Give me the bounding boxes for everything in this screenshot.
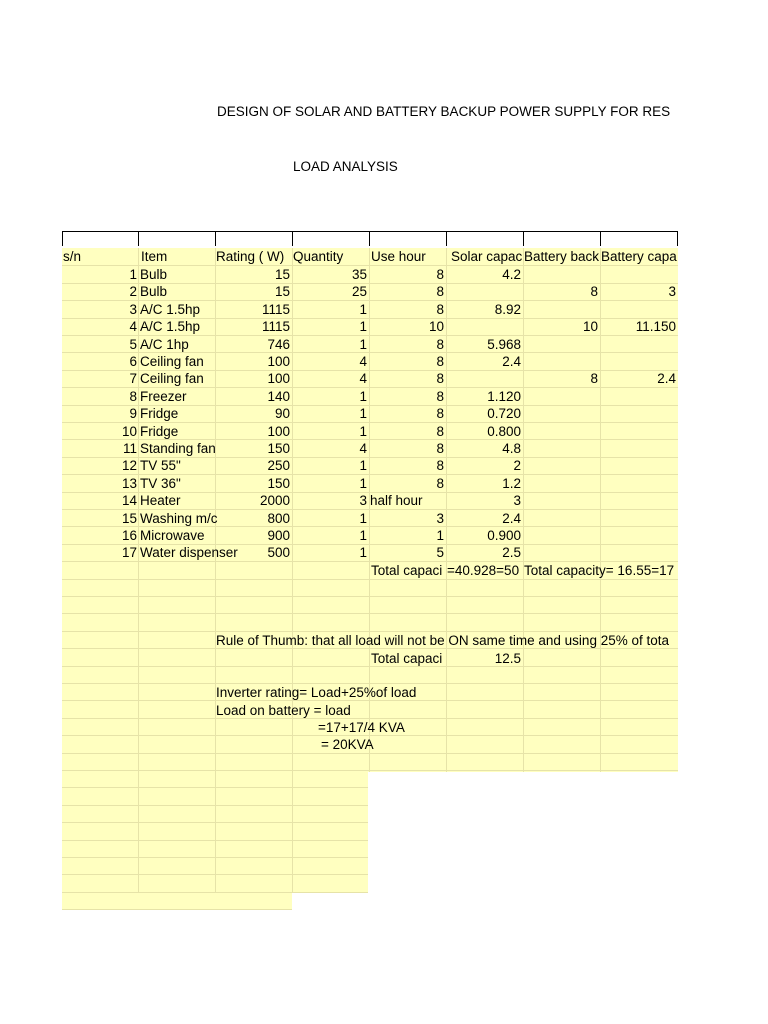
cell-solar-capacity: 2 <box>513 458 521 473</box>
row-gridline <box>62 909 292 910</box>
cell-use-hour: 8 <box>436 267 444 282</box>
header-column-tick <box>62 231 63 246</box>
cell-battery-backup <box>523 544 600 561</box>
cell-use-hour: 8 <box>436 337 444 352</box>
cell-item: Washing m/c <box>140 511 218 526</box>
cell-sn: 14 <box>121 493 137 508</box>
cell-sn: 4 <box>129 319 137 334</box>
cell-battery-capacity <box>600 475 678 492</box>
cell-rating: 2000 <box>259 493 290 508</box>
cell-use-hour: 8 <box>436 476 444 491</box>
cell-battery-capacity <box>600 336 678 353</box>
row-gridline <box>62 874 368 875</box>
cell-sn: 16 <box>121 528 137 543</box>
cell-battery-backup <box>523 388 600 405</box>
cell-use-hour: 8 <box>436 354 444 369</box>
cell-item: Fridge <box>140 406 179 421</box>
cell-battery-capacity <box>600 527 678 544</box>
cell-item: Ceiling fan <box>140 371 204 386</box>
cell-item: A/C 1.5hp <box>140 319 201 334</box>
cell-use-hour: 8 <box>436 302 444 317</box>
cell-rating: 100 <box>267 424 290 439</box>
row-gridline <box>62 613 678 614</box>
cell-item: Fridge <box>140 424 179 439</box>
row-gridline <box>62 822 368 823</box>
cell-sn: 17 <box>121 545 137 560</box>
cell-battery-capacity <box>600 353 678 370</box>
cell-battery-capacity <box>600 388 678 405</box>
cell-item: Bulb <box>140 267 168 282</box>
bottom-fill-area <box>62 893 292 910</box>
header-item: Item <box>141 249 168 264</box>
total-battery-capacity: Total capacity= 16.55=17 <box>524 563 675 578</box>
cell-rating: 150 <box>267 476 290 491</box>
cell-use-hour: 8 <box>436 406 444 421</box>
cell-item: Standing fan <box>140 441 216 456</box>
cell-quantity: 1 <box>359 319 367 334</box>
cell-sn: 1 <box>129 267 137 282</box>
cell-solar-capacity: 0.720 <box>487 406 521 421</box>
cell-quantity: 1 <box>359 389 367 404</box>
cell-use-hour: 8 <box>436 389 444 404</box>
cell-rating: 250 <box>267 458 290 473</box>
cell-battery-backup <box>523 301 600 318</box>
cell-battery-capacity: 2.4 <box>657 371 676 386</box>
cell-battery-backup <box>523 527 600 544</box>
header-rating: Rating ( W) <box>216 249 285 264</box>
header-battery-capacity: Battery capa <box>601 249 677 264</box>
cell-quantity: 25 <box>351 284 367 299</box>
cell-battery-backup <box>523 405 600 422</box>
cell-solar-capacity: 0.900 <box>487 528 521 543</box>
cell-rating: 90 <box>274 406 290 421</box>
cell-item: A/C 1.5hp <box>140 302 201 317</box>
cell-rating: 150 <box>267 441 290 456</box>
row-gridline <box>62 805 368 806</box>
cell-battery-capacity <box>600 440 678 457</box>
cell-rating: 746 <box>267 337 290 352</box>
cell-battery-backup <box>523 492 600 509</box>
header-top-border <box>62 231 678 232</box>
cell-quantity: 1 <box>359 528 367 543</box>
section-subtitle: LOAD ANALYSIS <box>293 159 398 174</box>
row-gridline <box>62 787 368 788</box>
cell-battery-backup: 8 <box>590 371 598 386</box>
row-gridline <box>62 596 678 597</box>
cell-battery-capacity <box>600 266 678 283</box>
cell-battery-backup <box>523 510 600 527</box>
header-solar-capacity: Solar capac <box>451 249 523 264</box>
cell-battery-backup <box>523 457 600 474</box>
cell-quantity: 4 <box>359 354 367 369</box>
cell-rating: 140 <box>267 389 290 404</box>
cell-battery-capacity <box>600 423 678 440</box>
cell-item: TV 55" <box>140 458 181 473</box>
cell-rating: 15 <box>274 267 290 282</box>
cell-use-hour: 3 <box>436 511 444 526</box>
cell-battery-capacity <box>600 301 678 318</box>
header-column-tick <box>446 231 447 246</box>
cell-item: Microwave <box>140 528 205 543</box>
cell-use-hour: 8 <box>436 284 444 299</box>
cell-battery-capacity <box>600 492 678 509</box>
cell-battery-backup <box>523 440 600 457</box>
cell-quantity: 1 <box>359 476 367 491</box>
cell-use-hour: 10 <box>428 319 444 334</box>
cell-quantity: 1 <box>359 511 367 526</box>
header-column-tick <box>677 231 678 246</box>
cell-rating: 1115 <box>261 302 290 317</box>
header-column-tick <box>292 231 293 246</box>
cell-quantity: 35 <box>351 267 367 282</box>
cell-quantity: 4 <box>359 371 367 386</box>
cell-battery-backup: 8 <box>590 284 598 299</box>
cell-sn: 10 <box>121 424 137 439</box>
load-on-battery-note: Load on battery = load <box>216 703 351 718</box>
header-sn: s/n <box>63 249 82 264</box>
cell-battery-capacity <box>600 544 678 561</box>
cell-sn: 9 <box>129 406 137 421</box>
cell-quantity: 1 <box>359 458 367 473</box>
cell-use-hour: 5 <box>436 545 444 560</box>
row-gridline <box>62 770 678 771</box>
cell-rating: 900 <box>267 528 290 543</box>
cell-battery-backup <box>523 353 600 370</box>
cell-battery-backup <box>523 266 600 283</box>
cell-battery-capacity <box>600 405 678 422</box>
cell-use-hour: 8 <box>436 371 444 386</box>
row-gridline <box>62 753 678 754</box>
cell-item: Water dispenser <box>140 545 238 560</box>
cell-solar-capacity: 3 <box>513 493 521 508</box>
cell-use-hour: half hour <box>370 493 423 508</box>
cell-rating: 100 <box>267 354 290 369</box>
cell-battery-capacity <box>600 457 678 474</box>
cell-solar-capacity <box>446 283 523 300</box>
total-capacity-adjusted-label: Total capaci <box>371 651 443 666</box>
cell-battery-backup <box>523 475 600 492</box>
cell-solar-capacity: 2.4 <box>502 511 521 526</box>
cell-rating: 500 <box>267 545 290 560</box>
cell-use-hour: 8 <box>436 424 444 439</box>
cell-use-hour: 8 <box>436 458 444 473</box>
cell-quantity: 1 <box>359 302 367 317</box>
document-title: DESIGN OF SOLAR AND BATTERY BACKUP POWER SUPPLY FOR RES <box>217 104 671 119</box>
cell-rating: 15 <box>274 284 290 299</box>
cell-quantity: 1 <box>359 545 367 560</box>
cell-sn: 2 <box>129 284 137 299</box>
header-column-tick <box>523 231 524 246</box>
header-use-hour: Use hour <box>371 249 426 264</box>
cell-solar-capacity: 4.2 <box>502 267 521 282</box>
cell-item: Ceiling fan <box>140 354 204 369</box>
cell-use-hour: 8 <box>436 441 444 456</box>
row-gridline <box>62 857 368 858</box>
cell-sn: 12 <box>121 458 137 473</box>
cell-solar-capacity: 5.968 <box>487 337 521 352</box>
header-column-tick <box>215 231 216 246</box>
cell-solar-capacity <box>446 318 523 335</box>
inverter-rating-note: Inverter rating= Load+25%of load <box>216 685 417 700</box>
cell-solar-capacity <box>446 370 523 387</box>
cell-battery-capacity: 3 <box>668 284 676 299</box>
total-capacity-adjusted-value: 12.5 <box>494 651 521 666</box>
row-gridline <box>62 892 368 893</box>
header-column-tick <box>138 231 139 246</box>
cell-battery-backup <box>523 336 600 353</box>
total-solar-capacity: =40.928=50 <box>447 563 520 578</box>
cell-item: Freezer <box>140 389 187 404</box>
cell-sn: 11 <box>122 441 137 456</box>
cell-quantity: 1 <box>359 406 367 421</box>
cell-sn: 3 <box>129 302 137 317</box>
cell-solar-capacity: 0.800 <box>487 424 521 439</box>
total-capacity-label: Total capaci <box>371 563 443 578</box>
cell-sn: 8 <box>129 389 137 404</box>
cell-solar-capacity: 2.4 <box>502 354 521 369</box>
cell-solar-capacity: 4.8 <box>502 441 521 456</box>
cell-sn: 13 <box>121 476 137 491</box>
load-calculation-line: =17+17/4 KVA <box>318 720 405 735</box>
cell-rating: 800 <box>267 511 290 526</box>
cell-rating: 1115 <box>261 319 290 334</box>
cell-solar-capacity: 1.120 <box>487 389 521 404</box>
header-quantity: Quantity <box>293 249 344 264</box>
cell-sn: 7 <box>129 371 137 386</box>
cell-quantity: 1 <box>359 337 367 352</box>
cell-sn: 5 <box>129 337 137 352</box>
row-gridline <box>62 840 368 841</box>
cell-quantity: 3 <box>359 493 367 508</box>
cell-item: A/C 1hp <box>140 337 189 352</box>
row-gridline <box>62 579 678 580</box>
cell-rating: 100 <box>267 371 290 386</box>
cell-item: TV 36" <box>140 476 181 491</box>
load-calculation-result: = 20KVA <box>321 737 374 752</box>
cell-battery-capacity: 11.150 <box>635 319 676 334</box>
cell-solar-capacity: 1.2 <box>502 476 521 491</box>
cell-battery-backup: 10 <box>582 319 598 334</box>
cell-sn: 15 <box>121 511 137 526</box>
cell-quantity: 1 <box>359 424 367 439</box>
cell-quantity: 4 <box>359 441 367 456</box>
header-column-tick <box>369 231 370 246</box>
cell-battery-backup <box>523 423 600 440</box>
cell-item: Heater <box>140 493 181 508</box>
cell-item: Bulb <box>140 284 168 299</box>
cell-use-hour: 1 <box>436 528 444 543</box>
cell-sn: 6 <box>129 354 137 369</box>
cell-solar-capacity: 8.92 <box>494 302 521 317</box>
header-battery-backup: Battery back <box>524 249 600 264</box>
cell-solar-capacity: 2.5 <box>502 545 521 560</box>
cell-battery-capacity <box>600 510 678 527</box>
header-column-tick <box>600 231 601 246</box>
rule-of-thumb-note: Rule of Thumb: that all load will not be ON same time and using 25% of tota <box>216 633 669 648</box>
